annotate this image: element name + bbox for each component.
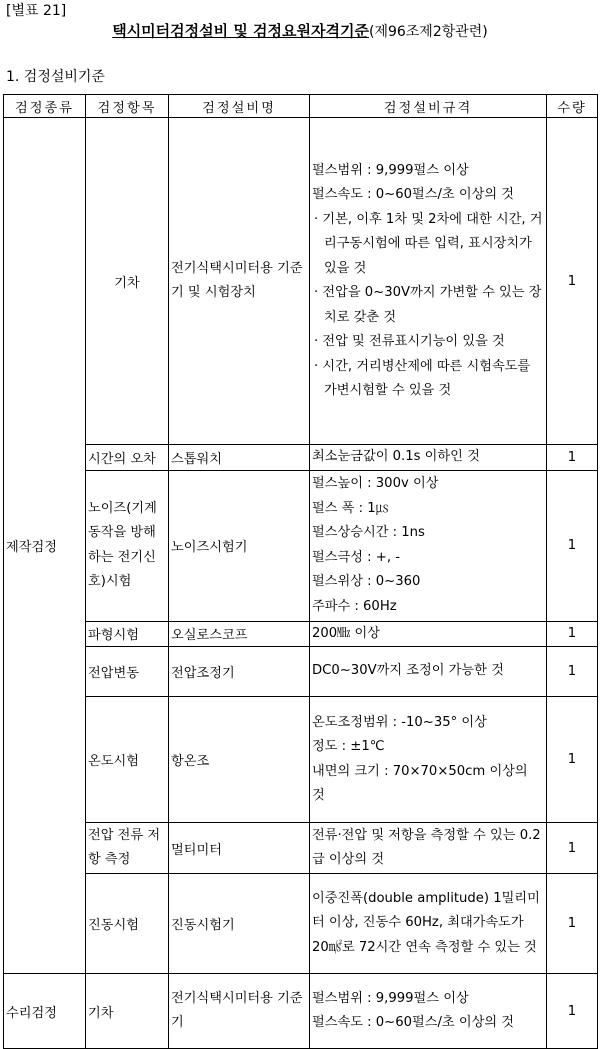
qty-cell: 1 [547,118,598,445]
qty-cell: 1 [547,647,598,697]
item-cell: 노이즈(기계동작을 방해하는 전기신호)시험 [86,470,169,621]
item-cell: 기차 [86,974,169,1049]
item-cell: 파형시험 [86,621,169,647]
spec-cell [310,621,547,647]
header-type: 검정종류 [4,95,86,118]
spec-line: 펄스극성 : +, - [312,549,400,565]
spec-line: · 전압을 0~30V까지 가변할 수 있는 장치로 갖춘 것 [314,285,542,325]
spec-cell [310,874,547,974]
section-heading: 1. 검정설비기준 [6,69,105,85]
table-row [4,647,598,697]
spec-line: 펄스위상 : 0~360 [312,574,421,589]
header-qty: 수량 [547,95,598,118]
attachment-label: [별표 21] [6,3,67,19]
table-row [4,118,598,445]
spec-line: · 시간, 거리병산제에 따른 시험속도를 가변시험할 수 있을 것 [314,358,531,398]
spec-line: DC0~30V까지 조정이 가능한 것 [312,663,504,679]
equipment-cell: 진동시험기 [169,874,310,974]
table-row [4,697,598,823]
qty-cell: 1 [547,445,598,471]
equipment-cell: 오실로스코프 [169,621,310,647]
table-row [4,470,598,621]
spec-line: 펄스속도 : 0~60펄스/초 이상의 것 [312,187,515,202]
spec-line: 전류·전압 및 저항을 측정할 수 있는 0.2급 이상의 것 [312,827,541,867]
spec-line: 정도 : ±1℃ [312,739,385,754]
table-row [4,823,598,874]
header-equipment: 검정설비명 [169,95,310,118]
page-title [0,20,600,41]
spec-line: 온도조정범위 : -10~35° 이상 [312,714,487,730]
table-row [4,874,598,974]
table-row [4,621,598,647]
item-cell: 온도시험 [86,697,169,823]
spec-line: 이중진폭(double amplitude) 1밀리미터 이상, 진동수 60Hz, 최대가속도가 20㎨로 72시간 연속 측정할 수 있는 것 [312,890,540,955]
spec-cell [310,974,547,1049]
qty-cell: 1 [547,974,598,1049]
equipment-cell: 전압조정기 [169,647,310,697]
qty-cell: 1 [547,697,598,823]
table-row [4,974,598,1049]
item-cell: 시간의 오차 [86,445,169,471]
equipment-cell: 노이즈시험기 [169,470,310,621]
equipment-standards-table [3,94,598,1049]
spec-line: 펄스상승시간 : 1ns [312,525,425,540]
qty-cell: 1 [547,874,598,974]
item-cell: 전압 전류 저항 측정 [86,823,169,874]
spec-line: 주파수 : 60Hz [312,598,397,614]
spec-line: 펄스 폭 : 1㎲ [312,500,389,516]
qty-cell: 1 [547,470,598,621]
spec-cell [310,118,547,445]
inspection-type-cell: 제작검정 [4,118,86,974]
spec-cell [310,823,547,874]
qty-cell: 1 [547,621,598,647]
inspection-type-cell: 수리검정 [4,974,86,1049]
spec-cell [310,470,547,621]
spec-line: 펄스높이 : 300v 이상 [312,476,439,491]
spec-cell [310,697,547,823]
spec-line: 펄스범위 : 9,999펄스 이상 [312,990,469,1006]
equipment-cell: 전기식택시미터용 기준기 및 시험장치 [169,118,310,445]
equipment-cell: 항온조 [169,697,310,823]
equipment-cell: 전기식택시미터용 기준기 [169,974,310,1049]
title-suffix: (제96조제2항관련) [368,24,488,40]
qty-cell: 1 [547,823,598,874]
header-item: 검정항목 [86,95,169,118]
spec-line: · 기본, 이후 1차 및 2차에 대한 시간, 거리구동시험에 따른 입력, 표시장치가 있을 것 [314,211,543,276]
item-cell: 전압변동 [86,647,169,697]
table-row [4,445,598,471]
spec-cell [310,647,547,697]
spec-line: 펄스범위 : 9,999펄스 이상 [312,162,469,178]
item-cell: 진동시험 [86,874,169,974]
equipment-cell: 스톱워치 [169,445,310,471]
header-spec: 검정설비규격 [310,95,547,118]
spec-cell [310,445,547,471]
spec-line: 200㎒ 이상 [312,625,381,641]
spec-line: 최소눈금값이 0.1s 이하인 것 [312,449,480,464]
item-cell: 기차 [86,118,169,445]
spec-line: 내면의 크기 : 70×70×50cm 이상의 것 [312,763,528,803]
title-main: 택시미터검정설비 및 검정요원자격기준 [112,22,369,40]
table-header-row [4,95,598,118]
equipment-cell: 멀티미터 [169,823,310,874]
spec-line: · 전압 및 전류표시기능이 있을 것 [314,334,505,349]
spec-line: 펄스속도 : 0~60펄스/초 이상의 것 [312,1015,515,1030]
